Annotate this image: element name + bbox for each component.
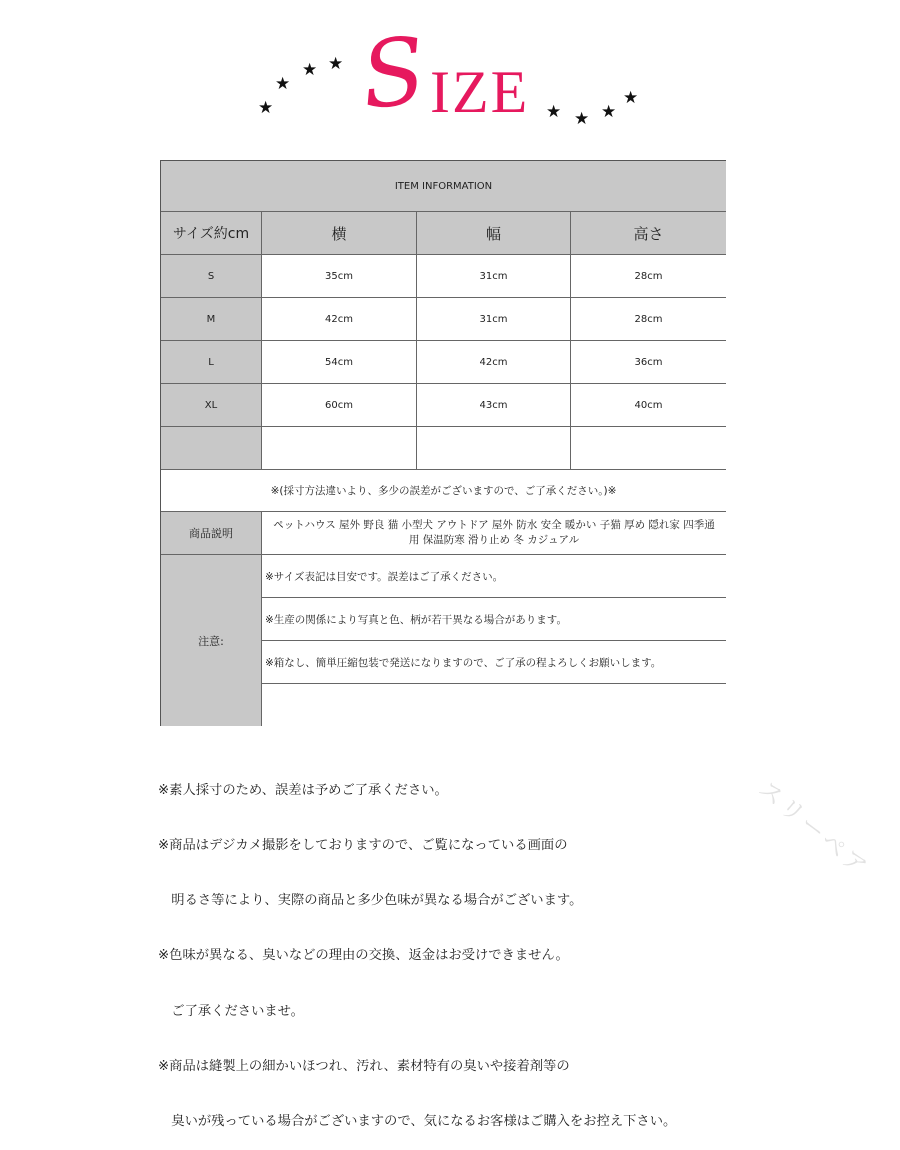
star-icon: ★	[258, 98, 274, 118]
empty-size-label	[161, 427, 262, 470]
description-text: ペットハウス 屋外 野良 猫 小型犬 アウトドア 屋外 防水 安全 暖かい 子猫 厚め 隠れ家 四季通用 保温防寒 滑り止め 冬 カジュアル	[262, 512, 726, 555]
table-cell: 36cm	[571, 341, 726, 384]
star-icon: ★	[302, 60, 318, 80]
table-cell: 31cm	[417, 298, 571, 341]
star-icon: ★	[275, 74, 291, 94]
caution-item: ※サイズ表記は目安です。誤差はご了承ください。	[262, 555, 726, 598]
table-cell: 43cm	[417, 384, 571, 427]
empty-cell	[262, 427, 417, 470]
column-header: 横	[262, 212, 417, 255]
table-cell: 28cm	[571, 298, 726, 341]
size-label: M	[161, 298, 262, 341]
size-table	[160, 160, 726, 726]
table-cell: 42cm	[262, 298, 417, 341]
caution-label: 注意:	[161, 555, 262, 726]
star-icon: ★	[328, 54, 344, 74]
table-cell: 28cm	[571, 255, 726, 298]
size-title-rest: IZE	[430, 59, 530, 125]
caution-item: ※箱なし、簡単圧縮包装で発送になりますので、ご了承の程よろしくお願いします。	[262, 641, 726, 684]
empty-caution-cell	[262, 684, 726, 726]
note-line: ※商品は縫製上の細かいほつれ、汚れ、素材特有の臭いや接着剤等の	[158, 1058, 570, 1074]
description-label: 商品説明	[161, 512, 262, 555]
size-label: S	[161, 255, 262, 298]
item-information-header: ITEM INFORMATION	[161, 161, 726, 212]
size-label: XL	[161, 384, 262, 427]
column-header: 高さ	[571, 212, 726, 255]
note-line: ※素人採寸のため、誤差は予めご了承ください。	[158, 782, 448, 798]
table-cell: 54cm	[262, 341, 417, 384]
table-cell: 42cm	[417, 341, 571, 384]
size-title-initial: S	[356, 17, 431, 131]
table-cell: 60cm	[262, 384, 417, 427]
star-icon: ★	[623, 88, 639, 108]
note-line: 明るさ等により、実際の商品と多少色味が異なる場合がございます。	[158, 893, 583, 909]
table-cell: 31cm	[417, 255, 571, 298]
caution-item: ※生産の関係により写真と色、柄が若干異なる場合があります。	[262, 598, 726, 641]
note-line: ※色味が異なる、臭いなどの理由の交換、返金はお受けできません。	[158, 948, 569, 964]
empty-cell	[571, 427, 726, 470]
watermark: スリーペア	[753, 774, 875, 883]
size-label: L	[161, 341, 262, 384]
corner-label: サイズ約cm	[161, 212, 262, 255]
measurement-note: ※(採寸方法違いより、多少の誤差がございますので、ご了承ください。)※	[161, 470, 726, 512]
notes-block	[158, 745, 676, 1150]
note-line: ご了承くださいませ。	[158, 1003, 304, 1019]
table-cell: 40cm	[571, 384, 726, 427]
column-header: 幅	[417, 212, 571, 255]
note-line: 臭いが残っている場合がございますので、気になるお客様はご購入をお控え下さい。	[158, 1114, 677, 1130]
star-icon: ★	[601, 102, 617, 122]
table-cell: 35cm	[262, 255, 417, 298]
note-line: ※商品はデジカメ撮影をしておりますので、ご覧になっている画面の	[158, 838, 568, 854]
star-icon: ★	[574, 109, 590, 129]
empty-cell	[417, 427, 571, 470]
star-icon: ★	[546, 102, 562, 122]
